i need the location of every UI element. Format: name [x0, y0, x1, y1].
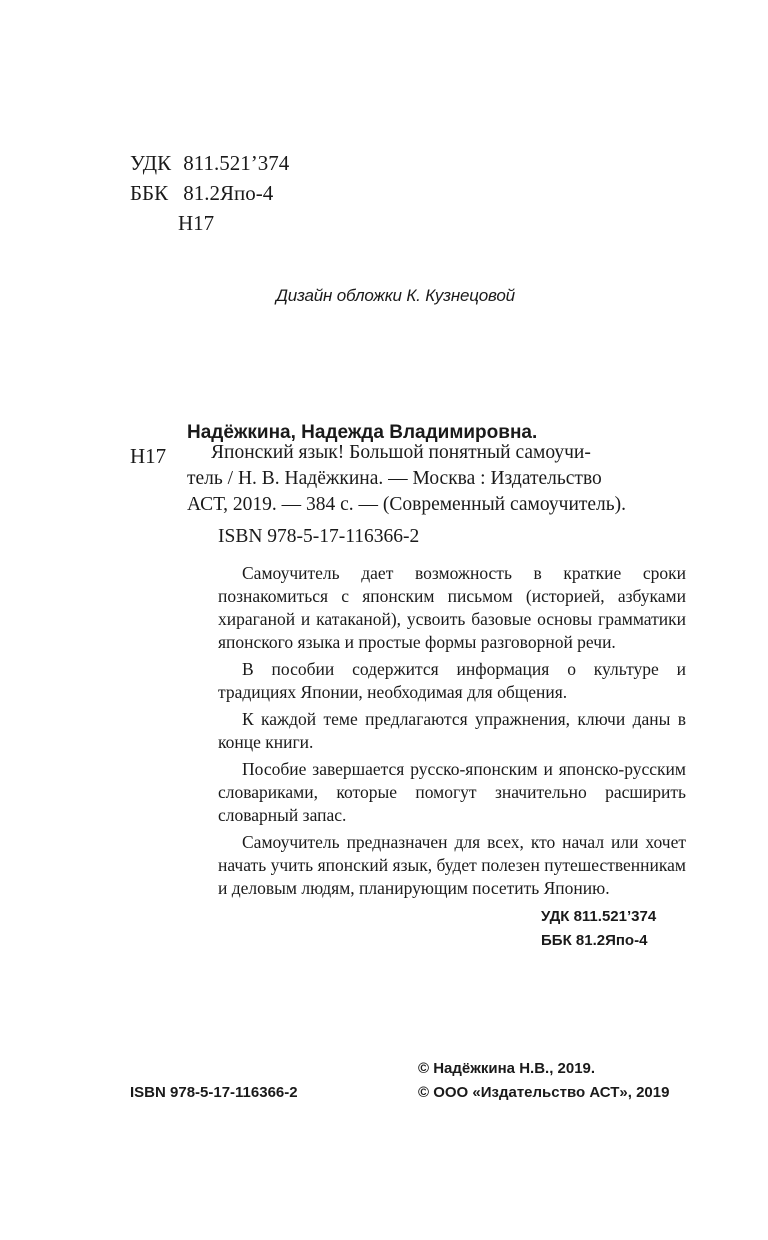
description-line: Японский язык! Большой понятный самоучи- — [211, 442, 591, 463]
bbk-value: 81.2Япо-4 — [183, 181, 274, 205]
author-mark-top: Н17 — [178, 211, 215, 235]
bbk-bottom: ББК 81.2Япо-4 — [541, 932, 648, 949]
annotation-paragraph: Самоучитель дает возможность в краткие сроки познакомиться с японским письмом (историей, азбуками хираганой и катаканой), усвоить базовые основы грамматики японского языка и простые формы разговорной речи. — [218, 563, 686, 652]
author-heading: Надёжкина, Надежда Владимировна. — [187, 422, 538, 443]
annotation-paragraph: Самоучитель предназначен для всех, кто начал или хочет начать учить японский язык, будет полезен путешественникам и деловым людям, планирующим посетить Японию. — [218, 832, 686, 898]
bibliographic-description — [187, 440, 687, 518]
udk-label: УДК — [130, 151, 172, 175]
isbn-record: ISBN 978-5-17-116366-2 — [218, 526, 420, 547]
udk-value: 811.521’374 — [183, 151, 290, 175]
bbk-label: ББК — [130, 181, 169, 205]
description-line: тель / Н. В. Надёжкина. — Москва : Издательство — [187, 468, 602, 489]
isbn-footer: ISBN 978-5-17-116366-2 — [130, 1084, 298, 1101]
annotation-paragraph: К каждой теме предлагаются упражнения, ключи даны в конце книги. — [218, 709, 686, 752]
author-mark: Н17 — [130, 444, 167, 468]
copyright-publisher: © ООО «Издательство АСТ», 2019 — [418, 1084, 670, 1101]
annotation — [218, 562, 686, 904]
udk-bottom: УДК 811.521’374 — [541, 908, 657, 925]
cover-design-credit: Дизайн обложки К. Кузнецовой — [276, 286, 515, 305]
udk-line — [130, 148, 289, 178]
description-line: АСТ, 2019. — 384 с. — (Современный самоучитель). — [187, 494, 627, 515]
annotation-paragraph: Пособие завершается русско-японским и японско-русским словариками, которые помогут значительно расширить словарный запас. — [218, 759, 686, 825]
annotation-paragraph: В пособии содержится информация о культуре и традициях Японии, необходимая для общения. — [218, 659, 686, 702]
copyright-author: © Надёжкина Н.В., 2019. — [418, 1060, 596, 1077]
bbk-line — [130, 178, 273, 208]
